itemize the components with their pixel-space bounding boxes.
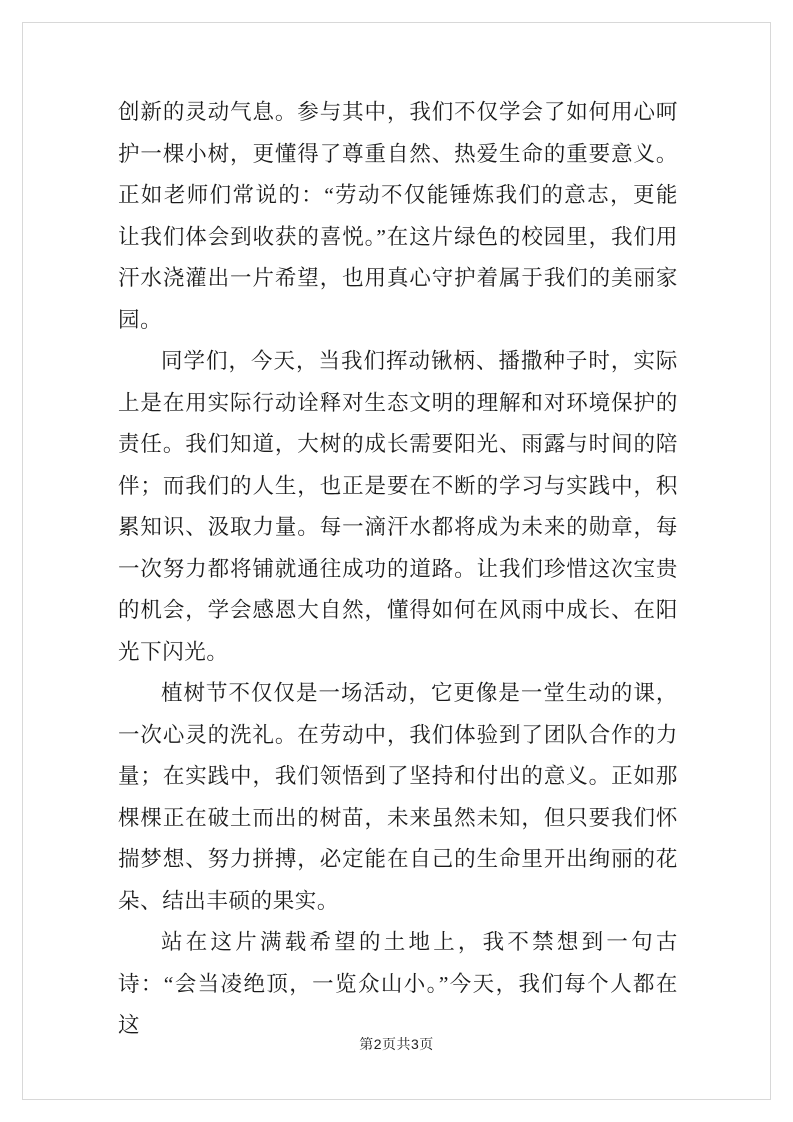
paragraph-2: 同学们，今天，当我们挥动锹柄、播撒种子时，实际上是在用实际行动诠释对生态文明的理解和对环境保护的责任。我们知道，大树的成长需要阳光、雨露与时间的陪伴；而我们的人生，也正是要在不断的学习与实践中，积累知识、汲取力量。每一滴汗水都将成为未来的勋章，每一次努力都将铺就通往成功的道路。让我们珍惜这次宝贵的机会，学会感恩大自然，懂得如何在风雨中成长、在阳光下闪光。 [118, 349, 678, 664]
paragraph-1: 创新的灵动气息。参与其中，我们不仅学会了如何用心呵护一棵小树，更懂得了尊重自然、热爱生命的重要意义。正如老师们常说的：“劳动不仅能锤炼我们的意志，更能让我们体会到收获的喜悦。”在这片绿色的校园里，我们用汗水浇灌出一片希望，也用真心守护着属于我们的美丽家园。 [118, 100, 678, 332]
page-footer [0, 1032, 793, 1056]
paragraph-3: 植树节不仅仅是一场活动，它更像是一堂生动的课，一次心灵的洗礼。在劳动中，我们体验到了团队合作的力量；在实践中，我们领悟到了坚持和付出的意义。正如那棵棵正在破土而出的树苗，未来虽然未知，但只要我们怀揣梦想、努力拼搏，必定能在自己的生命里开出绚丽的花朵、结出丰硕的果实。 [118, 681, 678, 913]
page-number: 第2页共3页 [359, 1036, 434, 1052]
paragraph-4: 站在这片满载希望的土地上，我不禁想到一句古诗：“会当凌绝顶，一览众山小。”今天，我们每个人都在这 [118, 930, 678, 1037]
document-body [118, 92, 678, 1047]
